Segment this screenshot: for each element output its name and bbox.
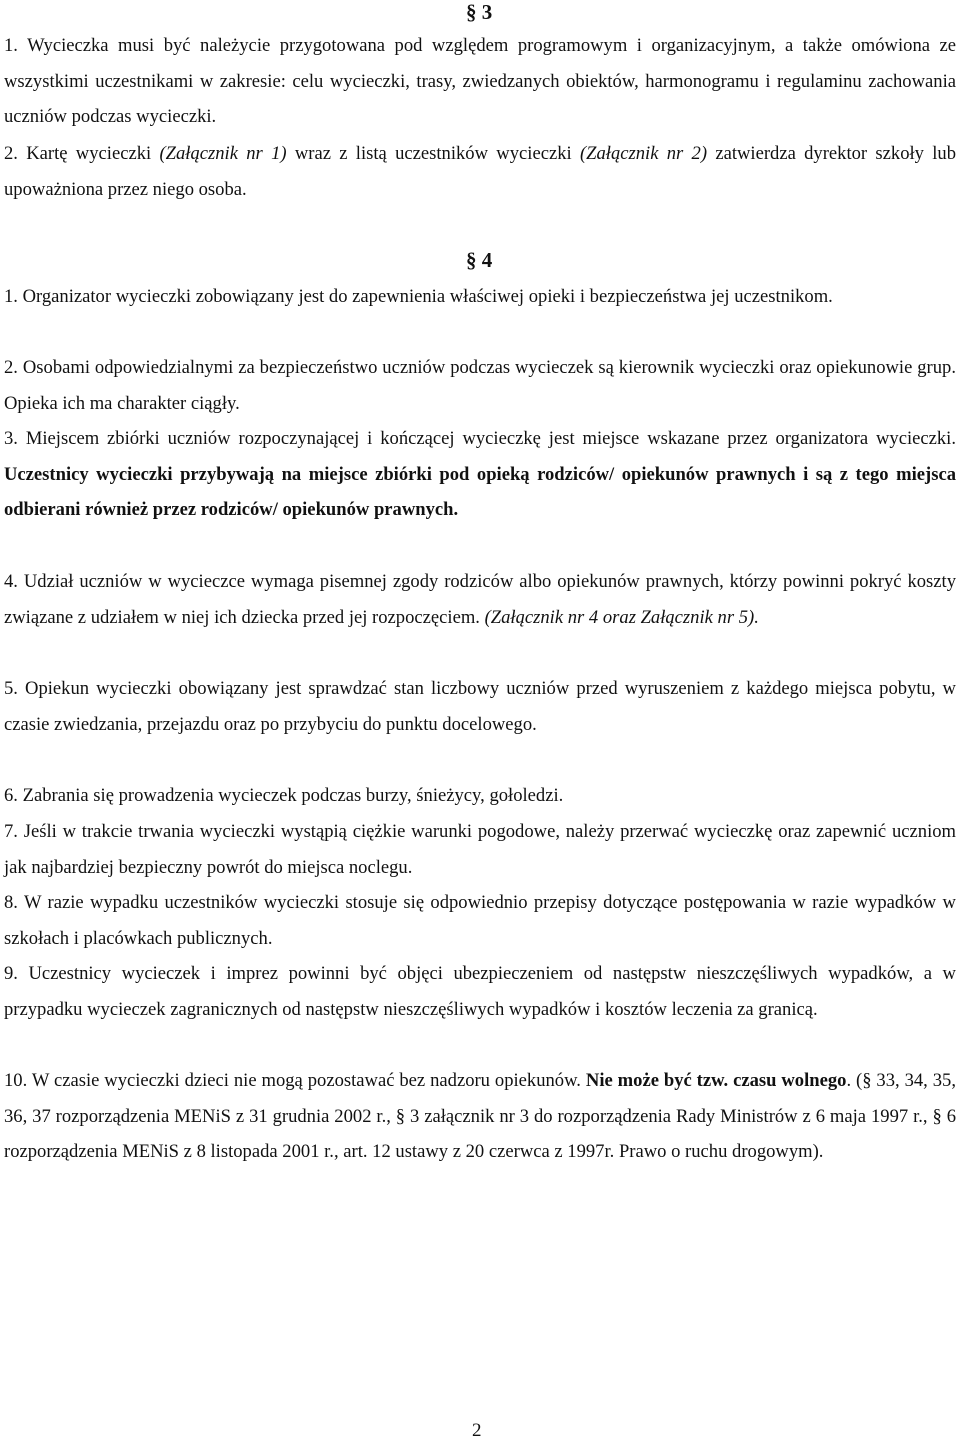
paragraph-text: . (§ 33, 34, 35, 36, 37 rozporządzenia MENiS z 31 grudnia 2002 r., § 3 załącznik nr 3 do rozporządzenia Rady Ministrów z 6 maja 1997 r., § 6 rozporządzenia MENiS z 8 listopada 2001 r., art. 12 ustawy z 20 czerwca z 1997r. Prawo o ruchu drogowym).	[4, 1070, 956, 1163]
paragraph-text: zatwierdza dyrektor szkoły lub upoważniona przez niego osoba.	[4, 143, 956, 200]
attachment-reference: (Załącznik nr 1)	[159, 143, 287, 164]
paragraph-text: 4. Udział uczniów w wycieczce wymaga pisemnej zgody rodziców albo opiekunów prawnych, którzy powinni pokryć koszty związane z udziałem w niej ich dziecka przed jej rozpoczęciem.	[4, 571, 956, 628]
section-4-paragraph-5: 5. Opiekun wycieczki obowiązany jest sprawdzać stan liczbowy uczniów przed wyruszeniem z każdego miejsca pobytu, w czasie zwiedzania, przejazdu oraz po przybyciu do punktu docelowego.	[4, 678, 956, 735]
section-4-paragraph-9: 9. Uczestnicy wycieczek i imprez powinni być objęci ubezpieczeniem od następstw nieszczęśliwych wypadków, a w przypadku wycieczek zagranicznych od następstw nieszczęśliwych wypadków i kosztów leczenia za granicą.	[4, 963, 956, 1020]
section-4-paragraph-6: 6. Zabrania się prowadzenia wycieczek podczas burzy, śnieżycy, gołoledzi.	[4, 785, 564, 806]
attachment-reference: (Załącznik nr 4 oraz Załącznik nr 5).	[484, 606, 759, 628]
section-3-paragraph-1: 1. Wycieczka musi być należycie przygotowana pod względem programowym i organizacyjnym, a także omówiona ze wszystkimi uczestnikami w zakresie: celu wycieczki, trasy, zwiedzanych obiektów, harmonogramu i regulaminu zachowania uczniów podczas wycieczki.	[4, 35, 956, 128]
section-4-paragraph-7: 7. Jeśli w trakcie trwania wycieczki wystąpią ciężkie warunki pogodowe, należy przerwać wycieczkę oraz zapewnić uczniom jak najbardziej bezpieczny powrót do miejsca noclegu.	[4, 821, 956, 878]
attachment-reference: (Załącznik nr 2)	[579, 143, 708, 164]
section-4-paragraph-3	[4, 421, 956, 528]
emphasized-text: Nie może być tzw. czasu wolnego	[585, 1070, 847, 1091]
emphasized-text: Uczestnicy wycieczki przybywają na miejsce zbiórki pod opieką rodziców/ opiekunów prawnych i są z tego miejsca odbierani również przez rodziców/ opiekunów prawnych.	[4, 463, 956, 521]
section-4-paragraph-4	[4, 564, 956, 635]
paragraph-text: 2. Kartę wycieczki	[4, 143, 160, 164]
section-4-paragraph-10	[4, 1063, 956, 1170]
paragraph-text: wraz z listą uczestników wycieczki	[286, 143, 580, 164]
section-4-paragraph-8: 8. W razie wypadku uczestników wycieczki stosuje się odpowiednio przepisy dotyczące postępowania w razie wypadków w szkołach i placówkach publicznych.	[4, 892, 956, 949]
paragraph-text: 10. W czasie wycieczki dzieci nie mogą pozostawać bez nadzoru opiekunów.	[4, 1070, 586, 1091]
section-heading-3: § 3	[466, 0, 493, 24]
section-4-paragraph-2: 2. Osobami odpowiedzialnymi za bezpieczeństwo uczniów podczas wycieczek są kierownik wycieczki oraz opiekunowie grup. Opieka ich ma charakter ciągły.	[4, 357, 956, 414]
paragraph-text: 3. Miejscem zbiórki uczniów rozpoczynającej i kończącej wycieczkę jest miejsce wskazane przez organizatora wycieczki.	[4, 428, 956, 449]
page-number: 2	[472, 1420, 482, 1441]
section-4-paragraph-1: 1. Organizator wycieczki zobowiązany jest do zapewnienia właściwej opieki i bezpieczeństwa jej uczestnikom.	[4, 286, 833, 307]
section-3-paragraph-2	[4, 136, 956, 207]
section-heading-4: § 4	[466, 248, 493, 272]
